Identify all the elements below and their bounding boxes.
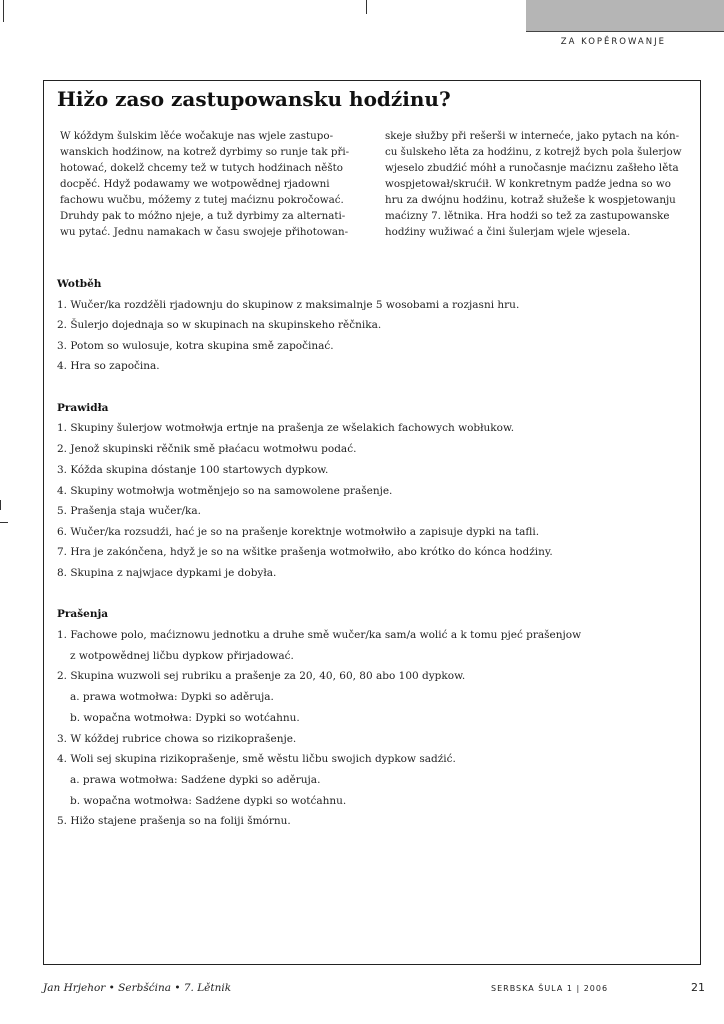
intro-line: wu pytać. Jednu namakach w času swojeje přihotowan- [60,226,349,238]
intro-line: Druhdy pak to móžno njeje, a tuž dyrbimy za alternati- [60,210,346,222]
intro-line: docpěć. Hdyž podawamy we wotpowědnej rjadowni [60,178,330,190]
list-subitem: b. wopačna wotmołwa: Sadźene dypki so wotćahnu. [70,795,347,807]
footer-journal: SERBSKA ŠULA 1 | 2006 [491,984,609,993]
intro-line: wospjetował/skrućił. W konkretnym padźe jedna so wo [385,178,671,190]
page-number: 21 [691,981,705,994]
intro-line: maćizny 7. lětnika. Hra hodźi so tež za zastupowanske [385,210,670,222]
section-heading-prawidla: Prawidła [57,402,109,414]
section-label: ZA KOPĚROWANJE [560,37,666,47]
footer-author-line: Jan Hrjehor • Serbšćina • 7. Lětnik [43,982,232,994]
list-item: 3. W kóždej rubrice chowa so rizikoprašenje. [57,733,297,745]
list-item: 2. Jenož skupinski rěčnik smě płaćacu wotmołwu podać. [57,443,357,455]
list-item: 2. Skupina wuzwoli sej rubriku a prašenje za 20, 40, 60, 80 abo 100 dypkow. [57,670,466,682]
list-item: 8. Skupina z najwjace dypkami je dobyła. [57,567,277,579]
intro-line: hodźiny wužiwać a čini šulerjam wjele wjesela. [385,226,631,238]
intro-column-right [385,128,685,240]
intro-line: cu šulskeho lěta za hodźinu, z kotrejž bych pola šulerjow [385,146,682,158]
page-title: Hižo zaso zastupowansku hodźinu? [57,87,451,111]
list-item: 5. Prašenja staja wučer/ka. [57,505,202,517]
intro-line: hru za dwójnu hodźinu, kotraž słužeše k wospjetowanju [385,194,676,206]
intro-line: hotować, dokelž chcemy tež w tutych hodźinach něšto [60,162,344,174]
section-heading-wotbeh: Wotběh [57,278,102,290]
list-item: 4. Skupiny wotmołwja wotměnjejo so na samowolene prašenje. [57,485,393,497]
list-subitem: b. wopačna wotmołwa: Dypki so wotćahnu. [70,712,300,724]
list-item: 1. Fachowe polo, maćiznowu jednotku a druhe smě wučer/ka sam/a wolić a k tomu pjeć prašenjow [57,629,582,641]
intro-line: wjeselo zbudźić móhł a runočasnje maćiznu zašłeho lěta [385,162,679,174]
list-item: 4. Woli sej skupina rizikoprašenje, smě wěstu ličbu swojich dypkow sadźić. [57,753,456,765]
intro-line: skeje słužby při rešerši w interneće, jako pytach na kón- [385,130,680,142]
list-item: 5. Hižo stajene prašenja so na foliji šmórnu. [57,815,291,827]
list-item: 7. Hra je zakónčena, hdyž je so na wšitke prašenja wotmołwiło, abo krótko do kónca hodźiny. [57,546,553,558]
list-item: 3. Kóžda skupina dóstanje 100 startowych dypkow. [57,464,329,476]
intro-line: W kóždym šulskim lěće wočakuje nas wjele zastupo- [60,130,334,142]
header-gray-tab [526,0,724,31]
list-item: 6. Wučer/ka rozsudźi, hać je so na prašenje korektnje wotmołwiło a zapisuje dypki na tafli. [57,526,540,538]
list-item: 2. Šulerjo dojednaja so w skupinach na skupinskeho rěčnika. [57,319,382,331]
crop-mark-top-left-vertical [3,0,4,22]
list-item: 4. Hra so započina. [57,360,160,372]
list-item: 1. Skupiny šulerjow wotmołwja ertnje na prašenja ze wšelakich fachowych wobłukow. [57,422,515,434]
intro-column-left [60,128,360,240]
list-item: 1. Wučer/ka rozdźěli rjadownju do skupinow z maksimalnje 5 wosobami a rozjasni hru. [57,299,520,311]
intro-line: fachowu wučbu, móžemy z tutej maćiznu pokročować. [60,194,344,206]
section-heading-prasenja: Prašenja [57,608,109,620]
crop-mark-top-center [366,0,367,14]
list-subitem: a. prawa wotmołwa: Sadźene dypki so aděruja. [70,774,321,786]
crop-mark-left-upper [0,500,1,510]
crop-mark-left-middle [0,522,8,523]
list-subitem: a. prawa wotmołwa: Dypki so aděruja. [70,691,274,703]
list-item-continuation: z wotpowědnej ličbu dypkow přirjadować. [70,650,294,662]
list-item: 3. Potom so wulosuje, kotra skupina smě započinać. [57,340,334,352]
intro-line: wanskich hodźinow, na kotrež dyrbimy so runje tak při- [60,146,350,158]
header-rule [526,31,724,32]
